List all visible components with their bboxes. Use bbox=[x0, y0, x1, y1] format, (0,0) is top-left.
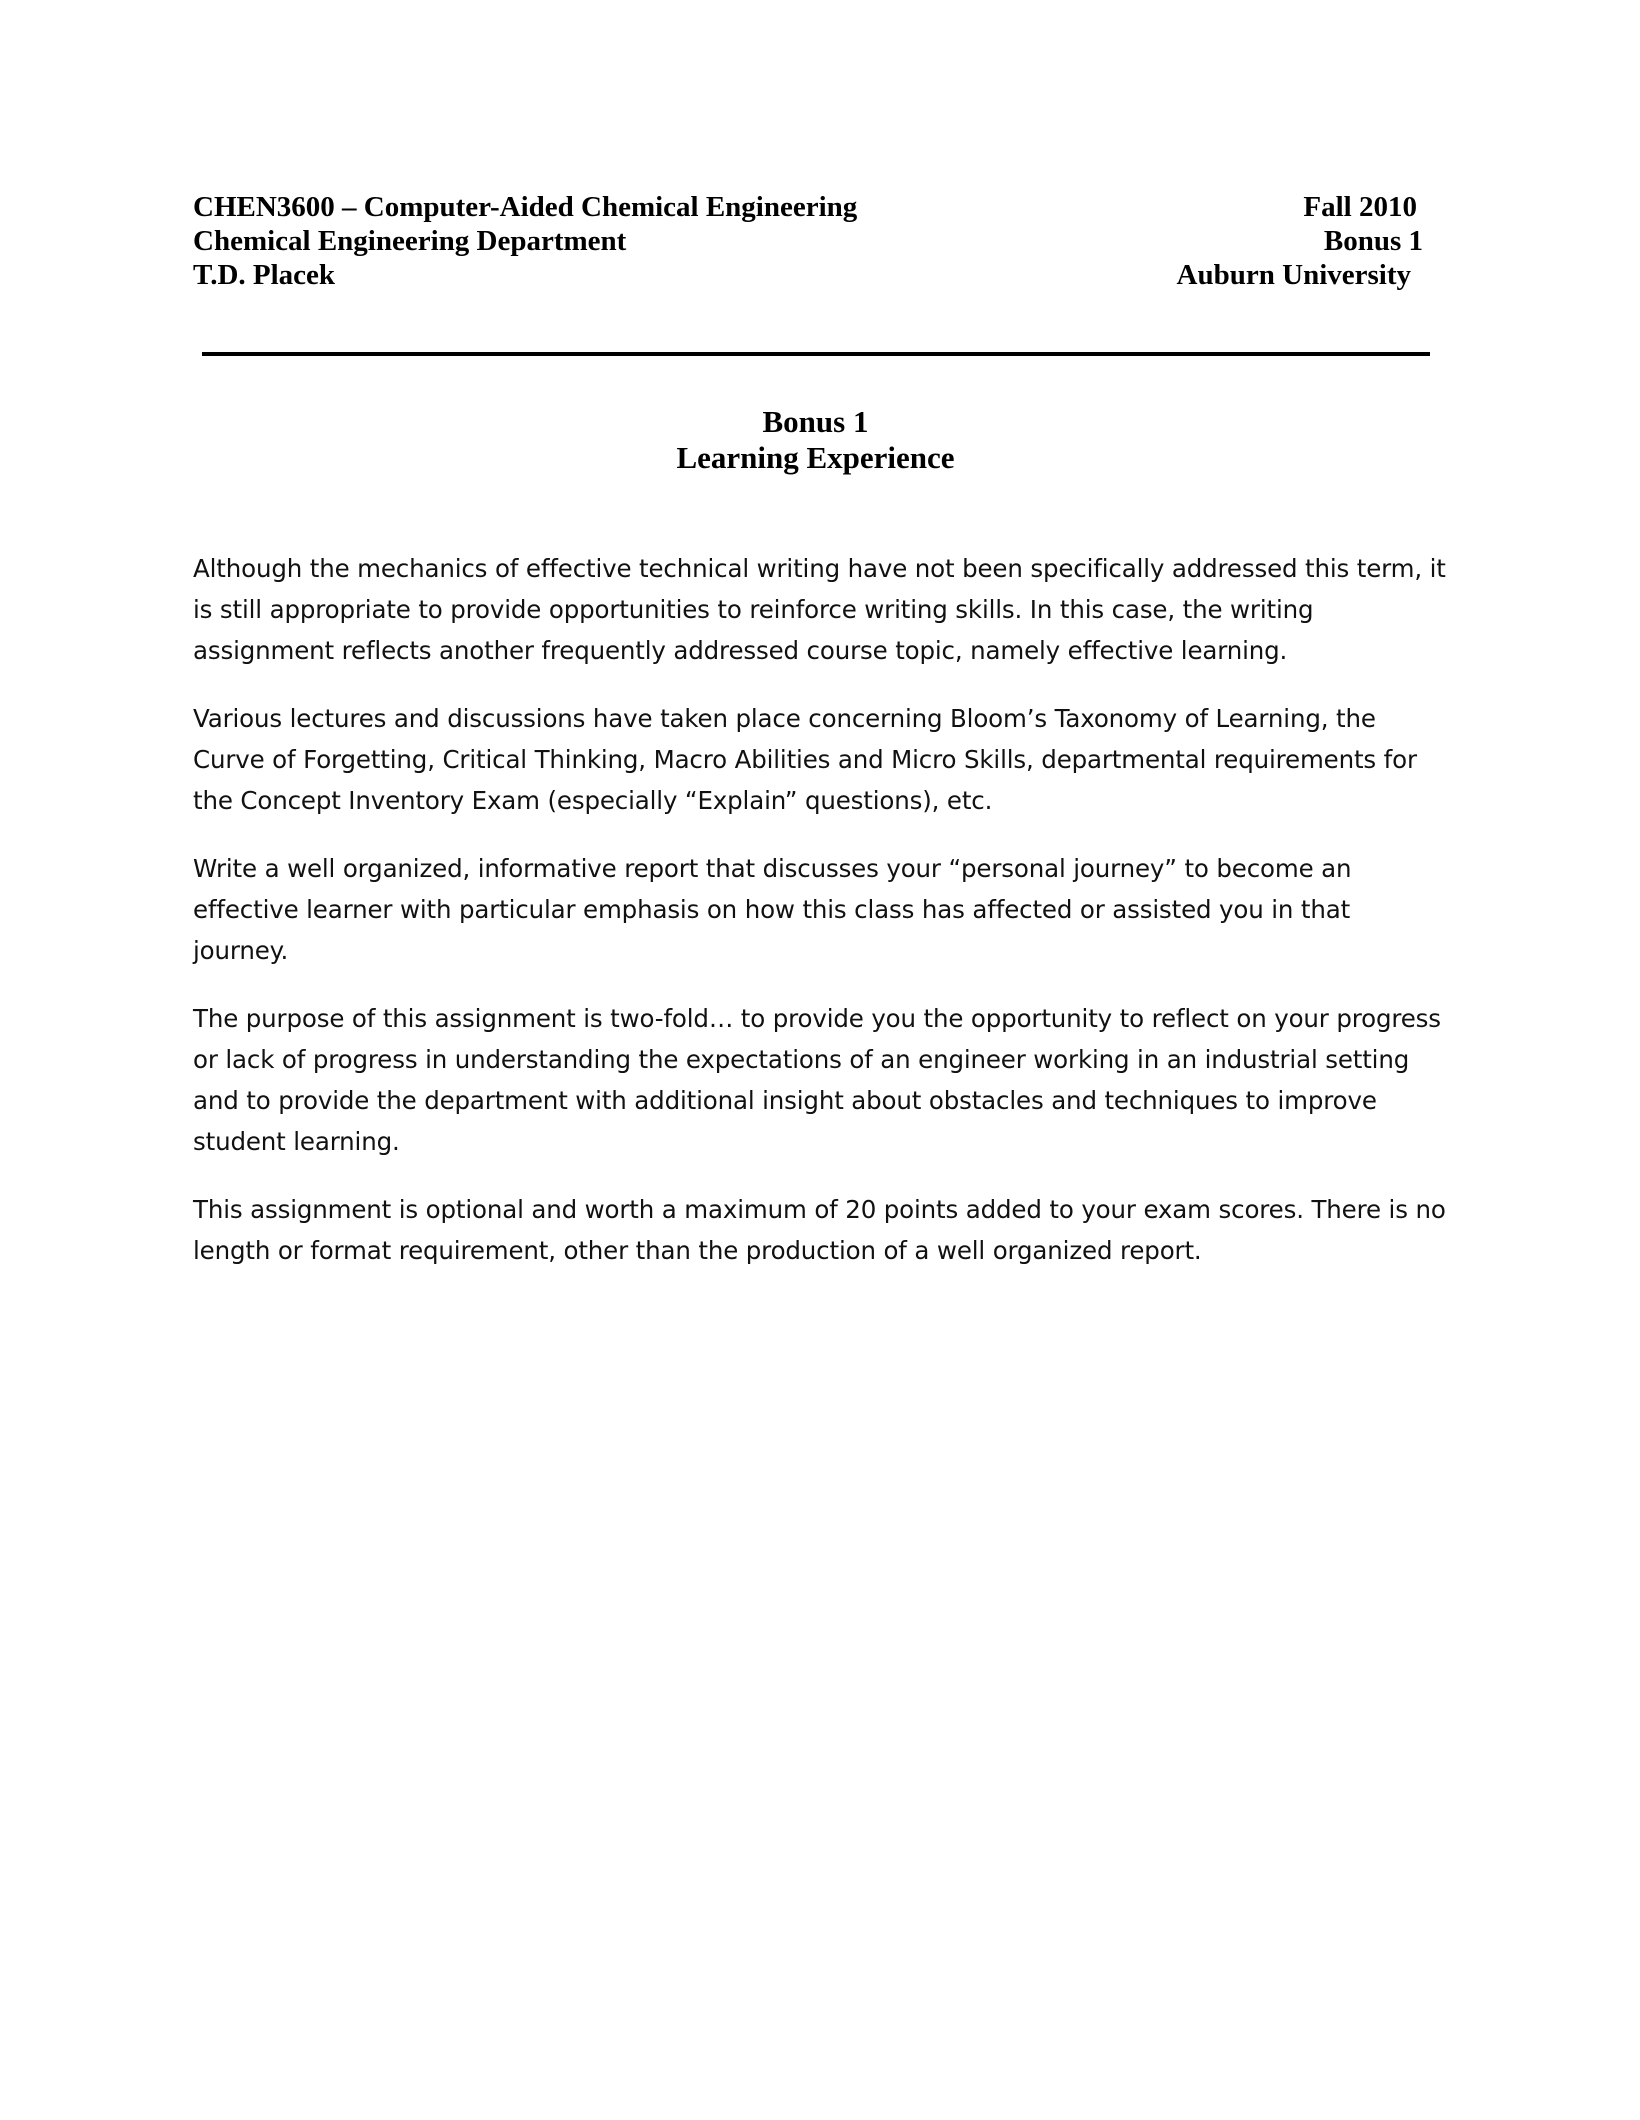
title-line-1: Bonus 1 bbox=[762, 404, 869, 439]
paragraph: Although the mechanics of effective technical writing have not been specifically addressed this term, it is still appropriate to provide opportunities to reinforce writing skills. In this case, the writing assignment reflects another frequently addressed course topic, namely effective learning. bbox=[193, 554, 1446, 665]
assignment-id: Bonus 1 bbox=[1323, 225, 1423, 257]
university: Auburn University bbox=[1176, 259, 1411, 291]
department: Chemical Engineering Department bbox=[193, 225, 627, 257]
document-body bbox=[193, 548, 1448, 1298]
document-header bbox=[193, 190, 1423, 292]
paragraph: Various lectures and discussions have taken place concerning Bloom’s Taxonomy of Learning, the Curve of Forgetting, Critical Thinking, Macro Abilities and Micro Skills, departmental requirements for the Concept Inventory Exam (especially “Explain” questions), etc. bbox=[193, 704, 1417, 815]
paragraph: The purpose of this assignment is two-fold… to provide you the opportunity to reflect on your progress or lack of progress in understanding the expectations of an engineer working in an industrial setting and to provide the department with additional insight about obstacles and techniques to improve student learning. bbox=[193, 1004, 1441, 1156]
term: Fall 2010 bbox=[1303, 191, 1417, 223]
document-title bbox=[193, 404, 1438, 476]
course-title: CHEN3600 – Computer-Aided Chemical Engineering bbox=[193, 191, 858, 223]
paragraph: Write a well organized, informative report that discusses your “personal journey” to become an effective learner with particular emphasis on how this class has affected or assisted you in that journey. bbox=[193, 854, 1352, 965]
header-row-3 bbox=[193, 258, 1423, 292]
header-row-1 bbox=[193, 190, 1423, 224]
header-divider bbox=[202, 352, 1430, 356]
paragraph: This assignment is optional and worth a maximum of 20 points added to your exam scores. There is no length or format requirement, other than the production of a well organized report. bbox=[193, 1195, 1446, 1265]
title-line-2: Learning Experience bbox=[676, 440, 955, 475]
instructor: T.D. Placek bbox=[193, 259, 336, 291]
header-row-2 bbox=[193, 224, 1423, 258]
